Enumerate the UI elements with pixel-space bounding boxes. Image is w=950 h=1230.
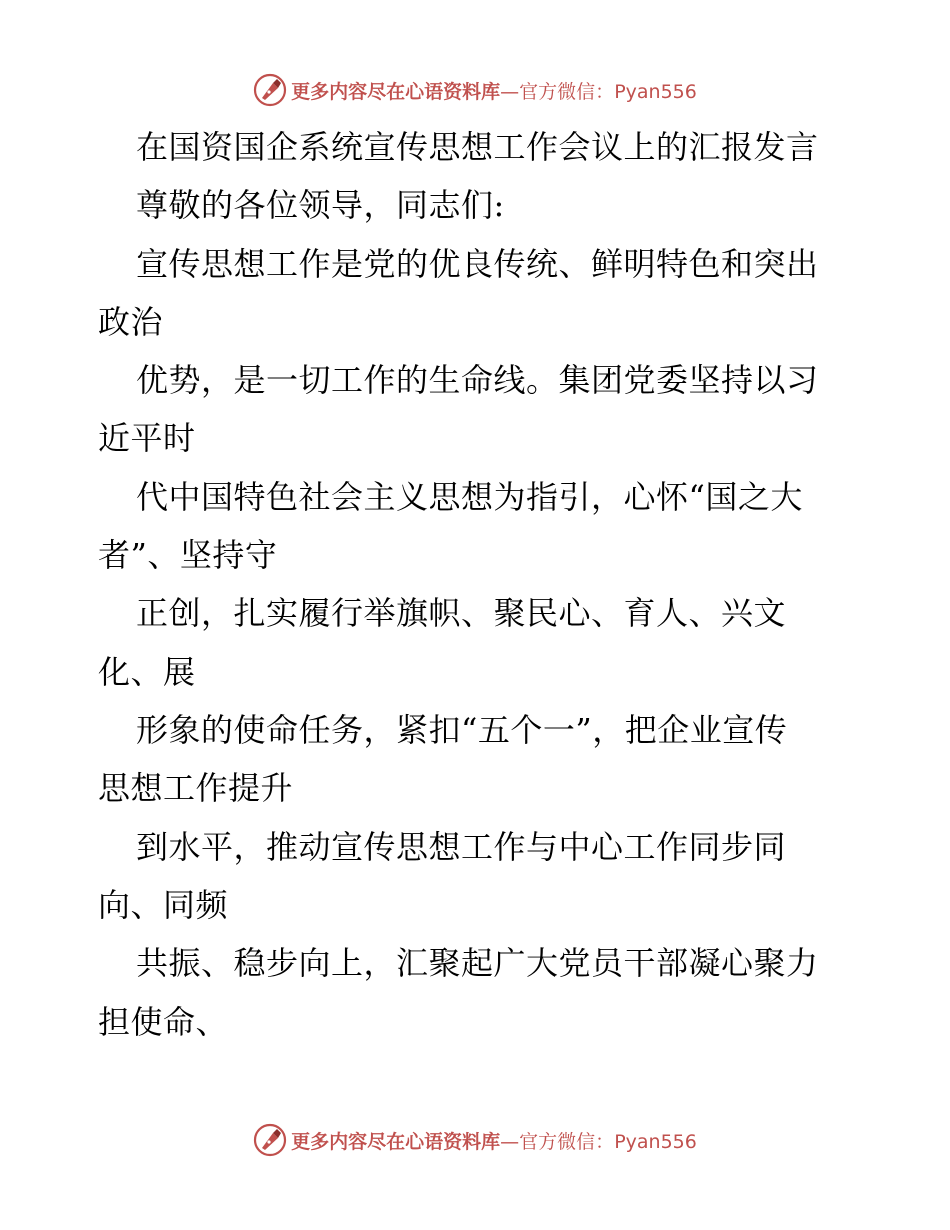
watermark-text — [291, 1127, 697, 1154]
salutation: 尊敬的各位领导，同志们: — [136, 186, 505, 224]
body-line: 形象的使命任务，紧扣“五个一”，把企业宣传 — [136, 711, 788, 749]
pen-nib-logo-icon — [253, 1123, 287, 1157]
watermark-wechat-id: Pyan556 — [614, 80, 697, 103]
footer-watermark — [0, 1120, 950, 1160]
body-line: 向、同频 — [98, 886, 229, 924]
body-line: 代中国特色社会主义思想为指引，心怀“国之大 — [136, 478, 803, 516]
body-line: 者”、坚持守 — [98, 536, 278, 574]
body-line: 化、展 — [98, 653, 196, 691]
watermark-separator: — — [500, 1130, 520, 1153]
body-line: 到水平，推动宣传思想工作与中心工作同步同 — [136, 828, 787, 866]
body-line: 正创，扎实履行举旗帜、聚民心、育人、兴文 — [136, 594, 787, 632]
watermark-site-text: 更多内容尽在心语资料库 — [291, 80, 501, 103]
body-line: 共振、稳步向上，汇聚起广大党员干部凝心聚力 — [136, 944, 819, 982]
body-line: 宣传思想工作是党的优良传统、鲜明特色和突出 — [136, 245, 819, 283]
body-line: 优势，是一切工作的生命线。集团党委坚持以习 — [136, 361, 819, 399]
watermark-wechat-id: Pyan556 — [614, 1130, 697, 1153]
body-line: 担使命、 — [98, 1003, 229, 1041]
body-line: 政治 — [98, 303, 164, 341]
watermark-site-text: 更多内容尽在心语资料库 — [291, 1130, 501, 1153]
watermark-wechat-label: 官方微信： — [519, 80, 615, 103]
body-line: 思想工作提升 — [98, 769, 294, 807]
watermark-wechat-label: 官方微信： — [519, 1130, 615, 1153]
watermark-separator: — — [500, 80, 520, 103]
body-line: 近平时 — [98, 419, 196, 457]
document-title: 在国资国企系统宣传思想工作会议上的汇报发言 — [136, 128, 819, 166]
